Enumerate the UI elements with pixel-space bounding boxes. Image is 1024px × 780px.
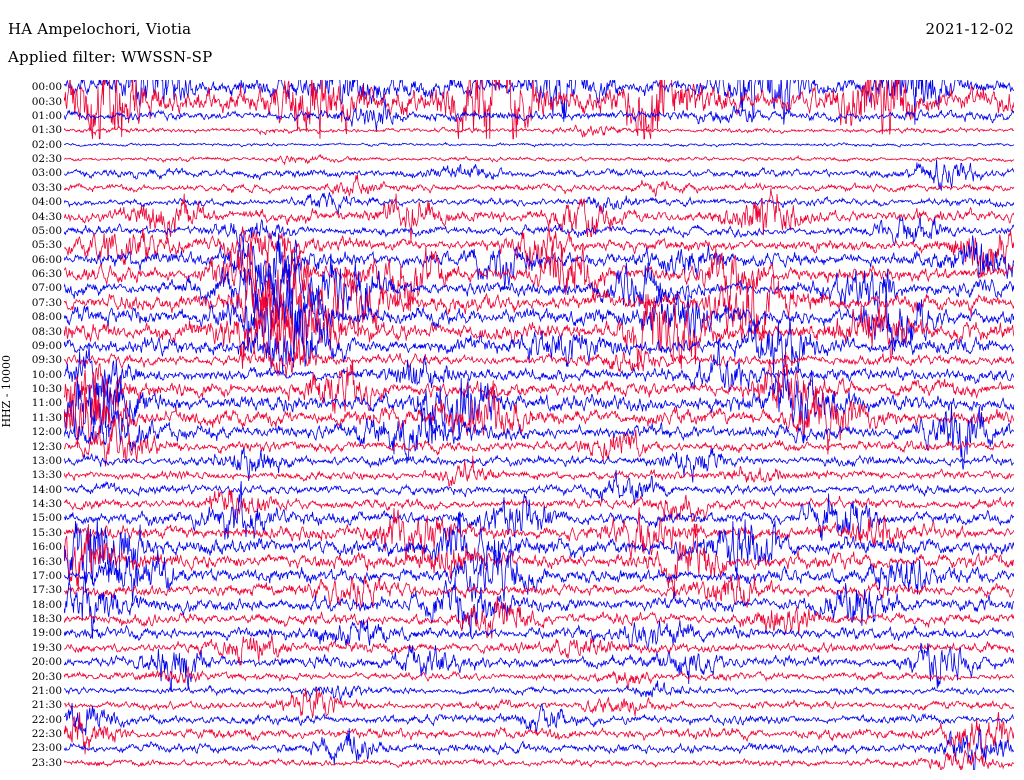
time-tick-label: 08:00 [31, 311, 62, 324]
applied-filter-label: Applied filter: WWSSN-SP [8, 48, 213, 66]
time-tick-label: 05:30 [31, 239, 62, 252]
time-tick-label: 00:00 [31, 81, 62, 94]
time-tick-label: 04:30 [31, 210, 62, 223]
y-axis-label: HHZ - 10000 [0, 355, 13, 428]
seismogram-plot [64, 80, 1014, 770]
time-tick-label: 18:30 [31, 613, 62, 626]
time-tick-label: 23:30 [31, 756, 62, 769]
trace-row [64, 216, 1014, 246]
time-tick-label: 14:00 [31, 483, 62, 496]
trace-row [64, 619, 1014, 648]
time-tick-label: 00:30 [31, 95, 62, 108]
time-tick-label: 02:00 [31, 138, 62, 151]
trace-canvas [64, 80, 1014, 770]
trace-row [64, 143, 1014, 148]
time-tick-label: 13:00 [31, 454, 62, 467]
trace-row [64, 341, 1014, 406]
time-tick-label: 19:00 [31, 627, 62, 640]
trace-row [64, 681, 1014, 702]
time-tick-label: 20:30 [31, 670, 62, 683]
trace-row [64, 667, 1014, 689]
trace-row [64, 174, 1014, 196]
time-tick-label: 21:30 [31, 699, 62, 712]
time-tick-label: 03:30 [31, 181, 62, 194]
time-tick-label: 20:00 [31, 656, 62, 669]
trace-row [64, 448, 1014, 483]
time-tick-label: 13:30 [31, 469, 62, 482]
time-tick-label: 17:30 [31, 584, 62, 597]
trace-row [64, 750, 1014, 770]
time-tick-label: 01:00 [31, 109, 62, 122]
trace-row [64, 635, 1014, 666]
time-tick-label: 01:30 [31, 124, 62, 137]
page-title: HA Ampelochori, Viotia [8, 20, 192, 38]
time-tick-label: 14:30 [31, 498, 62, 511]
trace-row [64, 192, 1014, 215]
trace-row [64, 369, 1014, 441]
time-tick-label: 02:30 [31, 153, 62, 166]
time-tick-label: 04:00 [31, 196, 62, 209]
time-tick-label: 22:00 [31, 713, 62, 726]
time-tick-label: 15:30 [31, 526, 62, 539]
time-tick-label: 15:00 [31, 512, 62, 525]
time-tick-label: 16:30 [31, 555, 62, 568]
trace-row [64, 125, 1014, 137]
time-tick-label: 12:30 [31, 440, 62, 453]
trace-row [64, 227, 1014, 277]
trace-row [64, 188, 1014, 241]
time-tick-label: 06:30 [31, 268, 62, 281]
time-axis [22, 80, 62, 770]
time-tick-label: 10:30 [31, 383, 62, 396]
trace-row [64, 490, 1014, 522]
trace-row [64, 155, 1014, 164]
time-tick-label: 03:00 [31, 167, 62, 180]
time-tick-label: 05:00 [31, 224, 62, 237]
chart-header [0, 0, 1024, 72]
time-tick-label: 11:00 [31, 397, 62, 410]
time-tick-label: 10:00 [31, 368, 62, 381]
time-tick-label: 18:00 [31, 598, 62, 611]
record-date: 2021-12-02 [925, 20, 1014, 38]
time-tick-label: 07:00 [31, 282, 62, 295]
time-tick-label: 11:30 [31, 411, 62, 424]
time-tick-label: 07:30 [31, 296, 62, 309]
time-tick-label: 19:30 [31, 641, 62, 654]
time-tick-label: 17:00 [31, 569, 62, 582]
time-tick-label: 09:30 [31, 354, 62, 367]
time-tick-label: 06:00 [31, 253, 62, 266]
time-tick-label: 12:00 [31, 426, 62, 439]
trace-row [64, 294, 1014, 369]
time-tick-label: 09:00 [31, 339, 62, 352]
time-tick-label: 21:00 [31, 684, 62, 697]
time-tick-label: 23:00 [31, 742, 62, 755]
time-tick-label: 22:30 [31, 728, 62, 741]
time-tick-label: 08:30 [31, 325, 62, 338]
time-tick-label: 16:00 [31, 541, 62, 554]
